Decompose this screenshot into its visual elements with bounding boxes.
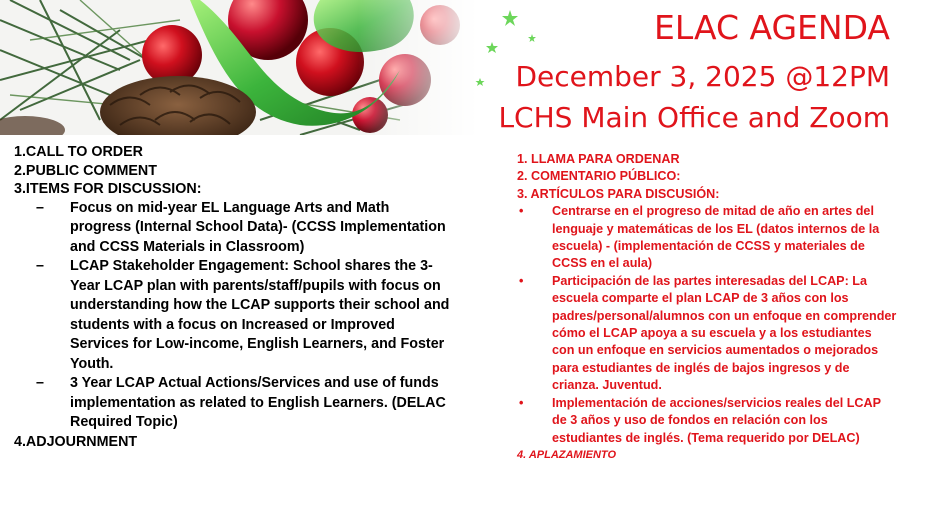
holiday-ornaments-pinecone-icon	[0, 0, 478, 135]
dash-marker: –	[36, 375, 44, 391]
spanish-agenda	[517, 151, 897, 464]
bullet-marker: •	[519, 395, 524, 410]
discussion-list	[14, 199, 454, 433]
discussion-item	[14, 374, 454, 433]
spanish-item-articulos: 3. ARTÍCULOS PARA DISCUSIÓN:	[517, 186, 720, 201]
agenda-item-adjournment: 4.ADJOURNMENT	[14, 433, 138, 450]
holiday-decoration-image	[0, 0, 478, 135]
spanish-item-llama: 1. LLAMA PARA ORDENAR	[517, 152, 680, 166]
dash-marker: –	[36, 199, 44, 216]
discussion-item-text: 3 Year LCAP Actual Actions/Services and use of funds implementation as related to English Learners. (DELAC Required Topic)	[70, 375, 446, 430]
spanish-discussion-list	[517, 203, 897, 447]
agenda-item-public-comment: 2.PUBLIC COMMENT	[14, 162, 157, 179]
agenda-item-call-to-order: 1.CALL TO ORDER	[14, 144, 143, 160]
spanish-discussion-item	[517, 203, 897, 273]
spanish-discussion-text: Centrarse en el progreso de mitad de año en artes del lenguaje y matemáticas de los EL (datos internos de la escuela) - (implementación de CCSS y materiales de CCSS en el aula)	[552, 204, 880, 271]
agenda-location: LCHS Main Office and Zoom	[498, 101, 890, 134]
discussion-item	[14, 257, 454, 374]
discussion-item	[14, 199, 454, 258]
english-agenda	[14, 143, 454, 451]
bullet-marker: •	[519, 273, 524, 288]
spanish-discussion-item	[517, 395, 897, 447]
dash-marker: –	[36, 258, 44, 274]
spanish-item-comentario: 2. COMENTARIO PÚBLICO:	[517, 169, 681, 184]
spanish-discussion-item	[517, 273, 897, 395]
bullet-marker: •	[519, 204, 524, 219]
agenda-title: ELAC AGENDA	[653, 8, 890, 47]
agenda-item-discussion: 3.ITEMS FOR DISCUSSION:	[14, 181, 202, 197]
spanish-discussion-text: Implementación de acciones/servicios reales del LCAP de 3 años y uso de fondos en relación con los estudiantes de inglés. (Tema requerido por DELAC)	[552, 395, 881, 445]
agenda-date: December 3, 2025 @12PM	[515, 60, 890, 93]
discussion-item-text: LCAP Stakeholder Engagement: School shares the 3-Year LCAP plan with parents/staff/pupils with focus on understanding how the LCAP supports their school and students with a focus on Increased or Improved Services for Low-income, English Learners, and Foster Youth.	[70, 258, 450, 372]
spanish-discussion-text: Participación de las partes interesadas del LCAP: La escuela comparte el plan LCAP de 3 años con los padres/personal/alumnos con un enfoque en comprender cómo el LCAP apoya a su escuela y a los estudiantes con un enfoque en servicios aumentados o mejorados para estudiantes de inglés de bajos ingresos y de crianza. Juventud.	[552, 273, 897, 393]
discussion-item-text: Focus on mid-year EL Language Arts and Math progress (Internal School Data)- (CCSS Implementation and CCSS Materials in Classroom)	[70, 199, 446, 255]
spanish-item-aplazamiento: 4. APLAZAMIENTO	[517, 448, 617, 461]
